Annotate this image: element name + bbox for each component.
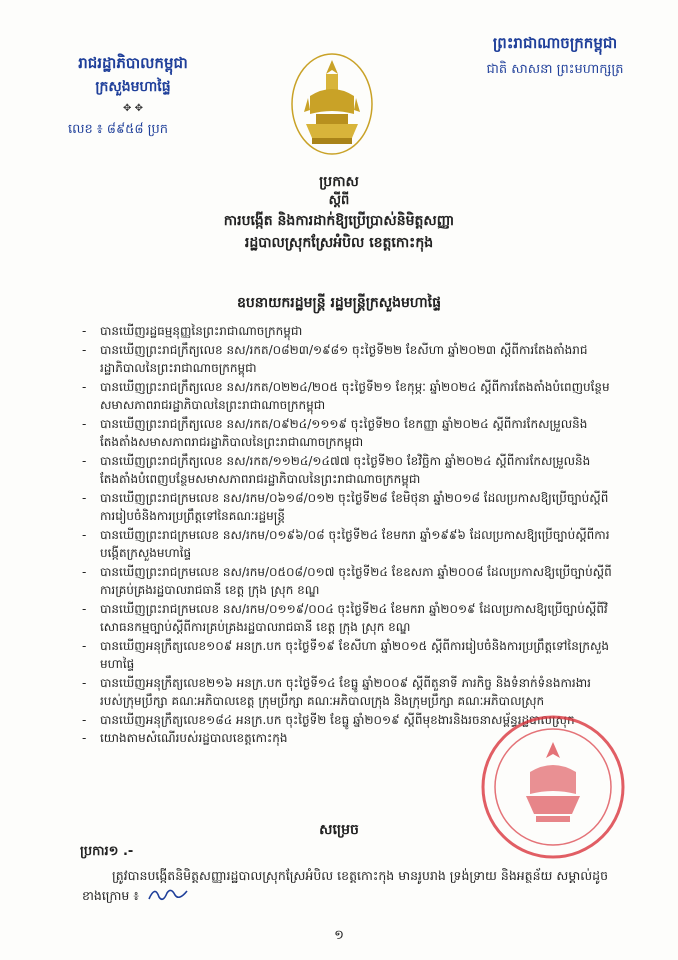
list-item: - បានឃើញព្រះរាជក្រឹត្យលេខ នស/រកត/០៩២៤/១១១៩ ចុះថ្ងៃទី២០ ខែកញ្ញា ឆ្នាំ២០២៤ ស្តីពីការកែសម្រួលនិងតែងតាំងសមាសភាពរាជរដ្ឋាភិបាលនៃព្រះរាជាណាចក្រកម្ពុជា — [82, 416, 588, 449]
clause-text: បានឃើញព្រះរាជក្រមលេខ នស/រកម/០១៩៦/០៨ ចុះថ្ងៃទី២៤ ខែមករា ឆ្នាំ១៩៩៦ ដែលប្រកាសឱ្យប្រើច្បាប់ស្តីពីការបង្កើតក្រសួងមហាផ្ទៃ — [100, 527, 610, 560]
ministry-header — [48, 52, 218, 140]
reference-number: លេខ ៖ ៨៩៥៨ ប្រក — [68, 122, 169, 137]
list-item: - បានឃើញអនុក្រឹត្យលេខ១០៩ អនក្រ.បក ចុះថ្ងៃទី១៩ ខែសីហា ឆ្នាំ២០១៥ ស្តីពីការរៀបចំនិងការប្រព្រឹត្តទៅនៃក្រសួងមហាផ្ទៃ — [82, 638, 610, 671]
list-item: - បានឃើញព្រះរាជក្រឹត្យលេខ នស/រកត/១១២៤/១៤៧៧ ចុះថ្ងៃទី២០ ខែវិច្ឆិកា ឆ្នាំ២០២៤ ស្តីពីការកែសម្រួលនិងតែងតាំងបំពេញបន្ថែមសមាសភាពរាជរដ្ឋាភិបាលនៃព្រះរាជាណាចក្រកម្ពុជា — [82, 453, 591, 486]
ministry-name: ក្រសួងមហាផ្ទៃ — [95, 79, 171, 95]
list-item: - បានឃើញព្រះរាជក្រមលេខ នស/រកម/០៦១៨/០១២ ចុះថ្ងៃទី២៨ ខែមិថុនា ឆ្នាំ២០១៨ ដែលប្រកាសឱ្យប្រើច្បាប់ស្តីពីការរៀបចំនិងការប្រព្រឹត្តទៅនៃគណៈរដ្ឋមន្ត្រី — [82, 490, 609, 523]
doc-about: ស្តីពី — [328, 193, 350, 208]
list-item: - បានឃើញព្រះរាជក្រមលេខ នស/រកម/០១១៩/០០៤ ចុះថ្ងៃទី២៤ ខែមករា ឆ្នាំ២០១៩ ដែលប្រកាសឱ្យប្រើច្បាប់ស្តីពីវិសោធនកម្មច្បាប់ស្តីពីការគ្រប់គ្រងរដ្ឋបាលរាជធានី ខេត្ត ក្រុង ស្រុក ខណ្ឌ — [82, 601, 608, 634]
list-item: - បានឃើញព្រះរាជក្រឹត្យលេខ នស/រកត/០៨២៣/១៩៨១ ចុះថ្ងៃទី២២ ខែសីហា ឆ្នាំ២០២៣ ស្តីពីការតែងតាំងរាជរដ្ឋាភិបាលនៃព្រះរាជាណាចក្រកម្ពុជា — [82, 342, 588, 375]
ornament: ✥ ✥ — [123, 103, 143, 114]
list-item: - បានឃើញអនុក្រឹត្យលេខ១៨៤ អនក្រ.បក ចុះថ្ងៃទី២ ខែធ្នូ ឆ្នាំ២០១៩ ស្តីពីមុខងារនិងរចនាសម្ព័ន្ធរដ្ឋបាលស្រុក — [82, 712, 575, 727]
government-name: រាជរដ្ឋាភិបាលកម្ពុជា — [78, 54, 188, 72]
clause-text: បានឃើញព្រះរាជក្រឹត្យលេខ នស/រកត/០៨២៣/១៩៨១ ចុះថ្ងៃទី២២ ខែសីហា ឆ្នាំ២០២៣ ស្តីពីការតែងតាំងរាជរដ្ឋាភិបាលនៃព្រះរាជាណាចក្រកម្ពុជា — [100, 342, 588, 375]
title-line-2: រដ្ឋបាលស្រុកស្រែអំបិល ខេត្តកោះកុង — [244, 235, 434, 251]
clause-text: បានឃើញអនុក្រឹត្យលេខ១០៩ អនក្រ.បក ចុះថ្ងៃទី១៩ ខែសីហា ឆ្នាំ២០១៥ ស្តីពីការរៀបចំនិងការប្រព្រឹត្តទៅនៃក្រសួងមហាផ្ទៃ — [100, 638, 610, 671]
list-item: - យោងតាមសំណើរបស់រដ្ឋបាលខេត្តកោះកុង — [82, 731, 288, 745]
page-number: ១ — [334, 928, 344, 943]
kingdom-name: ព្រះរាជាណាចក្រកម្ពុជា — [492, 34, 618, 52]
clause-text: បានឃើញព្រះរាជក្រមលេខ នស/រកម/០៦១៨/០១២ ចុះថ្ងៃទី២៨ ខែមិថុនា ឆ្នាំ២០១៨ ដែលប្រកាសឱ្យប្រើច្បាប់ស្តីពីការរៀបចំនិងការប្រព្រឹត្តទៅនៃគណៈរដ្ឋមន្ត្រី — [100, 490, 609, 523]
clause-text: បានឃើញព្រះរាជក្រឹត្យលេខ នស/រកត/០៩២៤/១១១៩ ចុះថ្ងៃទី២០ ខែកញ្ញា ឆ្នាំ២០២៤ ស្តីពីការកែសម្រួលនិងតែងតាំងសមាសភាពរាជរដ្ឋាភិបាលនៃព្រះរាជាណាចក្រកម្ពុជា — [100, 416, 588, 449]
legal-basis-list — [82, 322, 612, 748]
clause-text: បានឃើញព្រះរាជក្រមលេខ នស/រកម/០៥០៨/០១៧ ចុះថ្ងៃទី២៤ ខែឧសភា ឆ្នាំ២០០៨ ដែលប្រកាសឱ្យប្រើច្បាប់ស្តីពីការគ្រប់គ្រងរដ្ឋបាលរាជធានី ខេត្ត ក្រុង ស្រុក ខណ្ឌ — [100, 564, 612, 597]
issuer-title: ឧបនាយករដ្ឋមន្ត្រី រដ្ឋមន្ត្រីក្រសួងមហាផ្ទៃ — [236, 295, 441, 311]
list-item: - បានឃើញរដ្ឋធម្មនុញ្ញនៃព្រះរាជាណាចក្រកម្ពុជា — [82, 324, 303, 338]
signature-initials — [145, 883, 191, 905]
list-item: - បានឃើញព្រះរាជក្រមលេខ នស/រកម/០៥០៨/០១៧ ចុះថ្ងៃទី២៤ ខែឧសភា ឆ្នាំ២០០៨ ដែលប្រកាសឱ្យប្រើច្បាប់ស្តីពីការគ្រប់គ្រងរដ្ឋបាលរាជធានី ខេត្ត ក្រុង ស្រុក ខណ្ឌ — [82, 564, 612, 597]
list-item: - បានឃើញព្រះរាជក្រឹត្យលេខ នស/រកត/០២២៤/២០៥ ចុះថ្ងៃទី២១ ខែកុម្ភៈ ឆ្នាំ២០២៤ ស្តីពីការតែងតាំងបំពេញបន្ថែមសមាសភាពរាជរដ្ឋាភិបាលនៃព្រះរាជាណាចក្រកម្ពុជា — [82, 379, 610, 412]
doc-type: ប្រកាស — [319, 174, 359, 190]
clause-text: បានឃើញរដ្ឋធម្មនុញ្ញនៃព្រះរាជាណាចក្រកម្ពុជា — [100, 324, 303, 338]
clause-text: បានឃើញព្រះរាជក្រឹត្យលេខ នស/រកត/១១២៤/១៤៧៧ ចុះថ្ងៃទី២០ ខែវិច្ឆិកា ឆ្នាំ២០២៤ ស្តីពីការកែសម្រួលនិងតែងតាំងបំពេញបន្ថែមសមាសភាពរាជរដ្ឋាភិបាលនៃព្រះរាជាណាចក្រកម្ពុជា — [100, 453, 591, 486]
title-line-1: ការបង្កើត និងការដាក់ឱ្យប្រើប្រាស់និមិត្តសញ្ញា — [223, 213, 455, 229]
list-item: - បានឃើញព្រះរាជក្រមលេខ នស/រកម/០១៩៦/០៨ ចុះថ្ងៃទី២៤ ខែមករា ឆ្នាំ១៩៩៦ ដែលប្រកាសឱ្យប្រើច្បាប់ស្តីពីការបង្កើតក្រសួងមហាផ្ទៃ — [82, 527, 610, 560]
royal-emblem-icon — [290, 52, 374, 156]
kingdom-header — [470, 32, 640, 80]
clause-text: បានឃើញព្រះរាជក្រមលេខ នស/រកម/០១១៩/០០៤ ចុះថ្ងៃទី២៤ ខែមករា ឆ្នាំ២០១៩ ដែលប្រកាសឱ្យប្រើច្បាប់ស្តីពីវិសោធនកម្មច្បាប់ស្តីពីការគ្រប់គ្រងរដ្ឋបាលរាជធានី ខេត្ត ក្រុង ស្រុក ខណ្ឌ — [100, 601, 608, 634]
clause-text: បានឃើញព្រះរាជក្រឹត្យលេខ នស/រកត/០២២៤/២០៥ ចុះថ្ងៃទី២១ ខែកុម្ភៈ ឆ្នាំ២០២៤ ស្តីពីការតែងតាំងបំពេញបន្ថែមសមាសភាពរាជរដ្ឋាភិបាលនៃព្រះរាជាណាចក្រកម្ពុជា — [100, 379, 610, 412]
article-text: ត្រូវបានបង្កើតនិមិត្តសញ្ញារដ្ឋបាលស្រុកស្រែអំបិល ខេត្តកោះកុង មានរូបរាង ទ្រង់ទ្រាយ និងអត្ថន័យ សម្គាល់ដូចខាងក្រោម ៖ — [82, 868, 609, 903]
clause-text: បានឃើញអនុក្រឹត្យលេខ១៨៤ អនក្រ.បក ចុះថ្ងៃទី២ ខែធ្នូ ឆ្នាំ២០១៩ ស្តីពីមុខងារនិងរចនាសម្ព័ន្ធរដ្ឋបាលស្រុក — [100, 712, 575, 727]
clause-text: យោងតាមសំណើរបស់រដ្ឋបាលខេត្តកោះកុង — [100, 731, 288, 745]
clause-text: បានឃើញអនុក្រឹត្យលេខ២១៦ អនក្រ.បក ចុះថ្ងៃទី១៤ ខែធ្នូ ឆ្នាំ២០០៩ ស្តីពីតួនាទី ភារកិច្ច និងទំនាក់ទំនងការងាររបស់ក្រុមប្រឹក្សា គណៈអភិបាលខេត្ត ក្រុមប្រឹក្សា គណៈអភិបាលក្រុង និងក្រុមប្រឹក្សា គណៈអភិបាលស្រុក — [100, 675, 591, 708]
national-motto: ជាតិ សាសនា ព្រះមហាក្សត្រ — [486, 62, 624, 77]
article-heading: ប្រការ១ .- — [80, 844, 134, 859]
document-title — [0, 172, 678, 254]
list-item: - បានឃើញអនុក្រឹត្យលេខ២១៦ អនក្រ.បក ចុះថ្ងៃទី១៤ ខែធ្នូ ឆ្នាំ២០០៩ ស្តីពីតួនាទី ភារកិច្ច និងទំនាក់ទំនងការងាររបស់ក្រុមប្រឹក្សា គណៈអភិបាលខេត្ត ក្រុមប្រឹក្សា គណៈអភិបាលក្រុង និងក្រុមប្រឹក្សា គណៈអភិបាលស្រុក — [82, 675, 591, 708]
decision-heading: សម្រេច — [319, 822, 359, 838]
